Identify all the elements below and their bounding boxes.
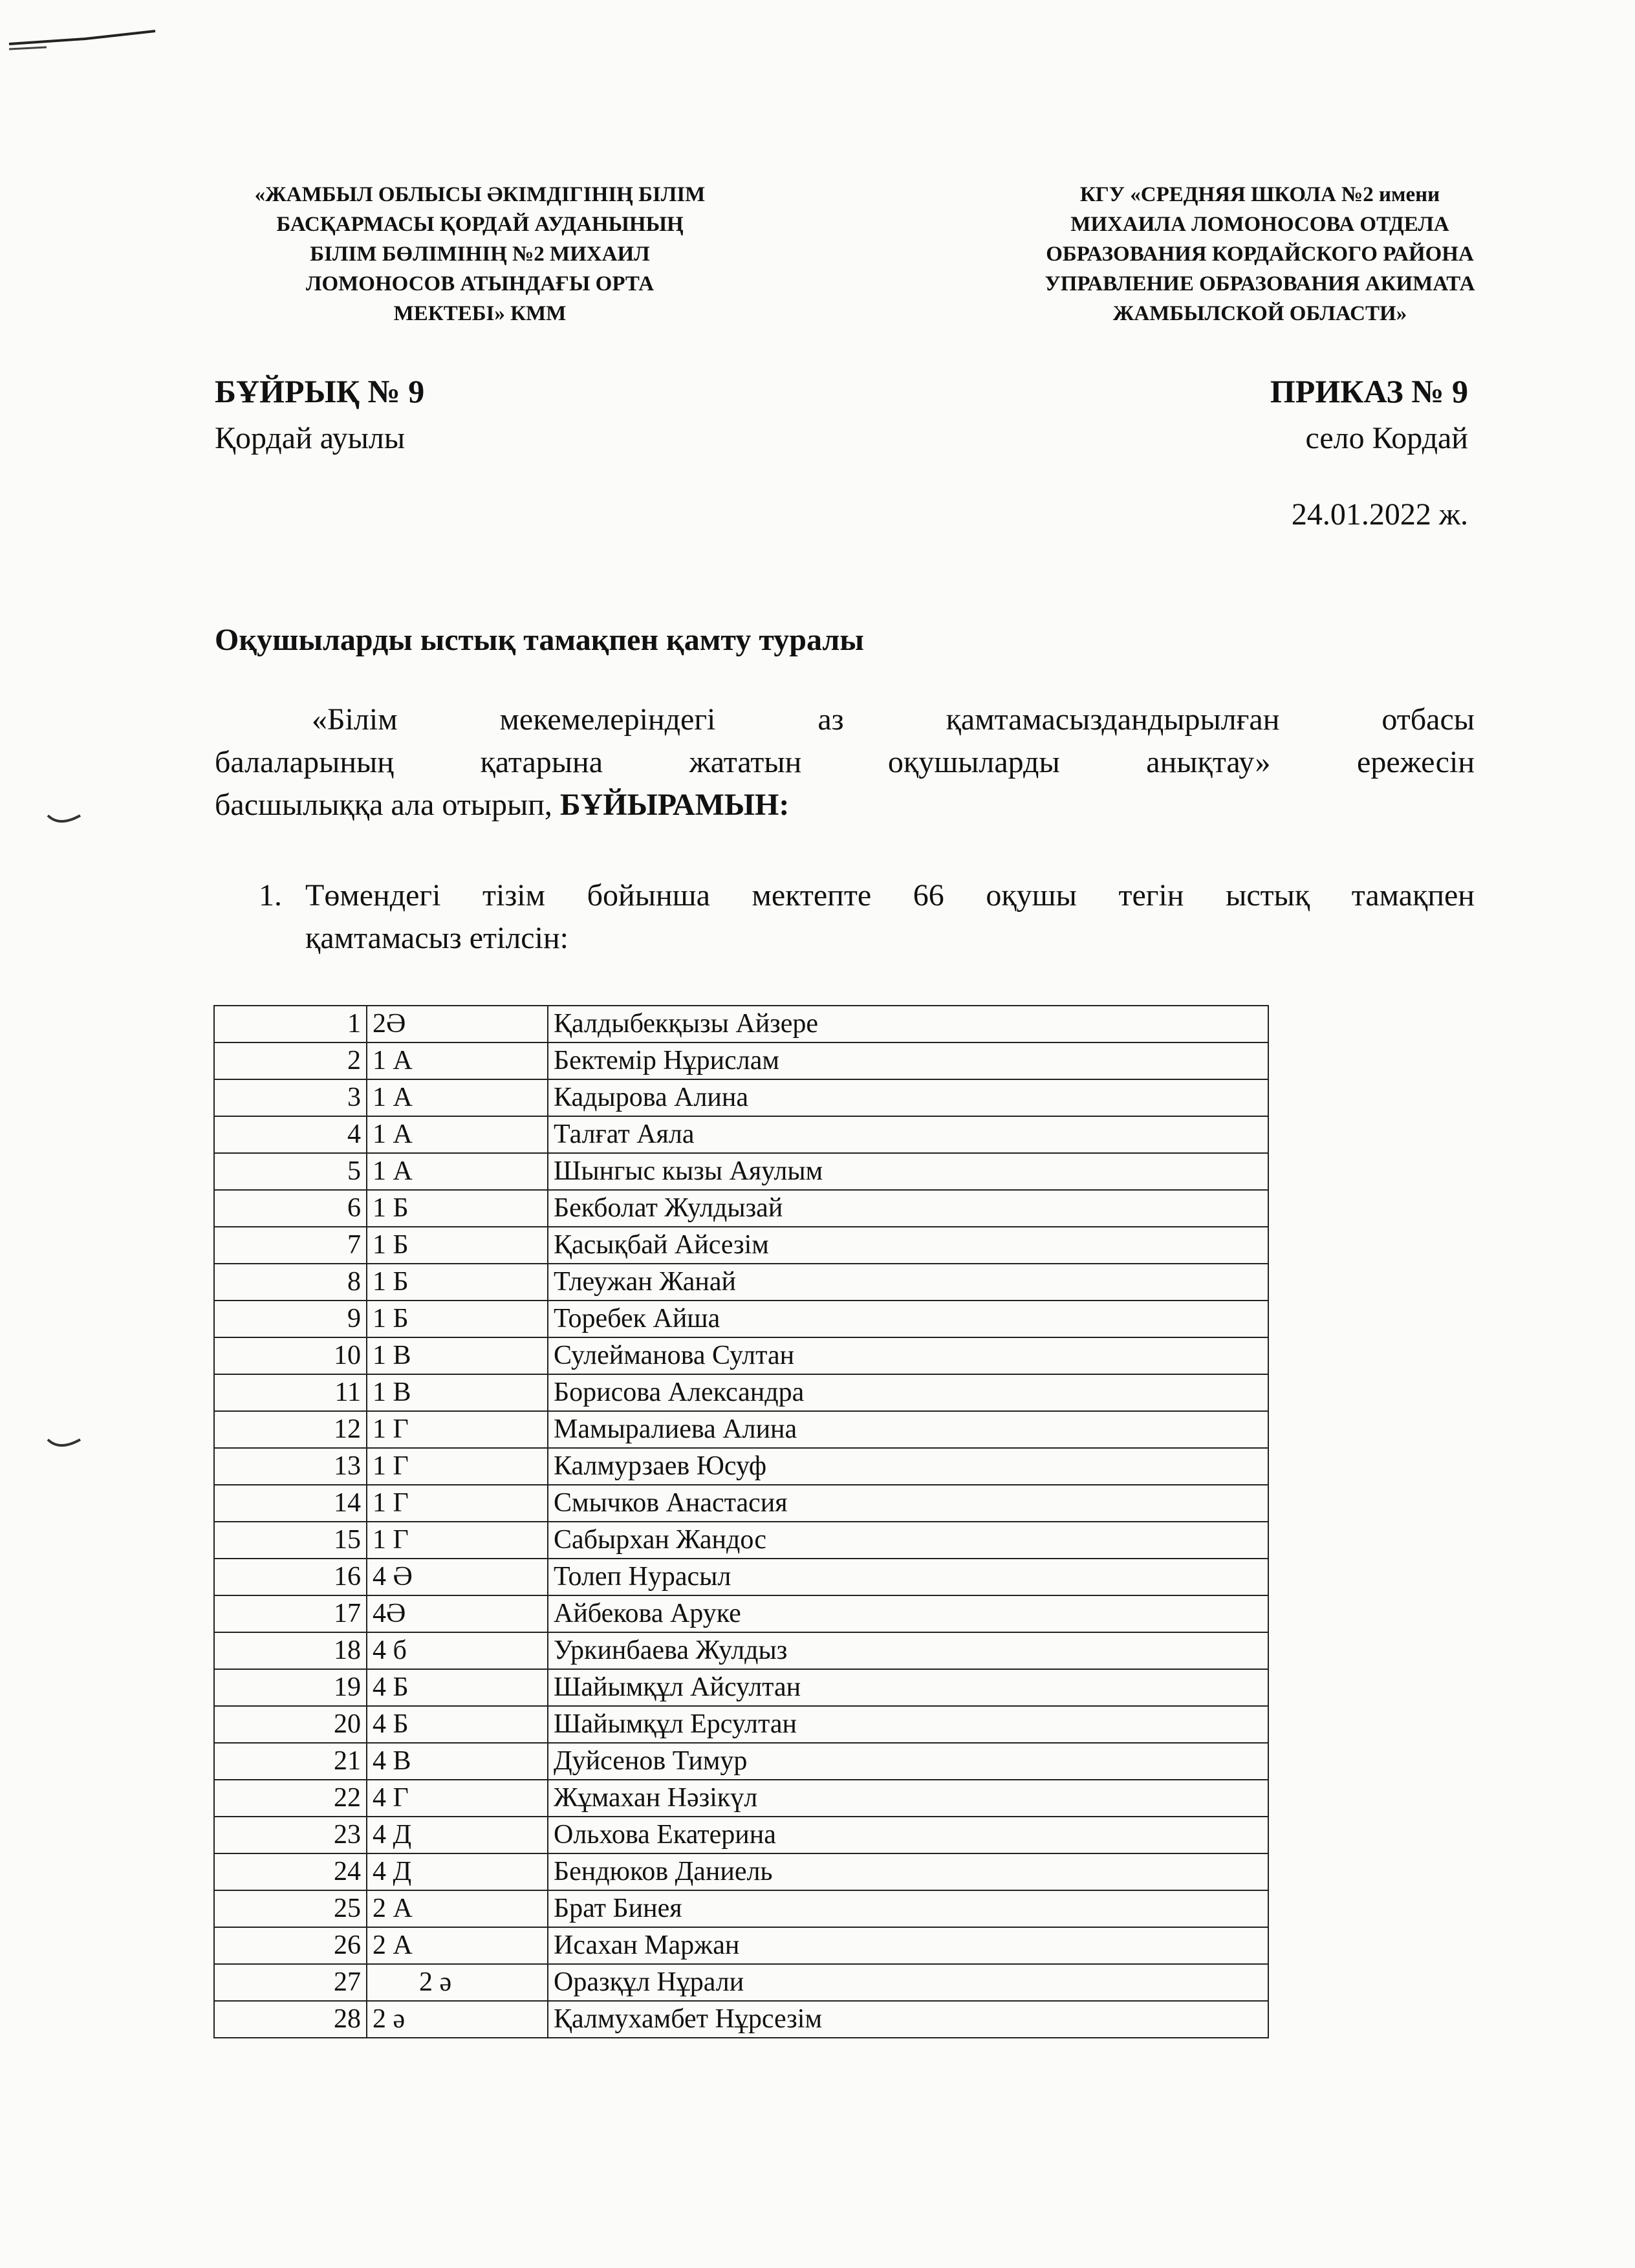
table-row (214, 1079, 1268, 1116)
row-number-cell: 6 (214, 1190, 367, 1227)
class-cell: 2 А (367, 1927, 548, 1964)
table-row (214, 1706, 1268, 1743)
student-name-cell: Ольхова Екатерина (548, 1817, 1268, 1853)
header-line: МЕКТЕБІ» КММ (393, 302, 567, 325)
row-number-cell: 26 (214, 1927, 367, 1964)
intro-line-3 (215, 784, 1475, 826)
table-row (214, 1964, 1268, 2001)
student-name-cell: Бекболат Жулдызай (548, 1190, 1268, 1227)
table-row (214, 1264, 1268, 1301)
student-name-cell: Қалдыбекқызы Айзере (548, 1006, 1268, 1042)
class-cell: 1 Б (367, 1190, 548, 1227)
order-block-kazakh (215, 370, 424, 464)
header-line: УПРАВЛЕНИЕ ОБРАЗОВАНИЯ АКИМАТА (1045, 272, 1475, 296)
table-row (214, 1522, 1268, 1559)
student-name-cell: Торебек Айша (548, 1301, 1268, 1337)
list-item-number: 1. (259, 878, 282, 913)
header-line: КГУ «СРЕДНЯЯ ШКОЛА №2 имени (1079, 183, 1440, 206)
table-row (214, 1927, 1268, 1964)
student-name-cell: Оразқұл Нұрали (548, 1964, 1268, 2001)
table-row (214, 1780, 1268, 1817)
row-number-cell: 1 (214, 1006, 367, 1042)
table-row (214, 1485, 1268, 1522)
class-cell: 1 Г (367, 1522, 548, 1559)
class-cell: 1 Б (367, 1227, 548, 1264)
row-number-cell: 5 (214, 1153, 367, 1190)
class-cell: 4 б (367, 1632, 548, 1669)
order-title-ru: ПРИКАЗ № 9 (1270, 373, 1468, 409)
table-row (214, 1042, 1268, 1079)
row-number-cell: 27 (214, 1964, 367, 2001)
student-name-cell: Исахан Маржан (548, 1927, 1268, 1964)
row-number-cell: 21 (214, 1743, 367, 1780)
row-number-cell: 12 (214, 1411, 367, 1448)
table-row (214, 1301, 1268, 1337)
table-row (214, 1890, 1268, 1927)
student-name-cell: Жұмахан Нәзікүл (548, 1780, 1268, 1817)
class-cell: 1 Г (367, 1411, 548, 1448)
intro-line-2: балаларының қатарына жататын оқушыларды анықтау» ережесін (215, 745, 1475, 779)
student-name-cell: Бендюков Даниель (548, 1853, 1268, 1890)
student-name-cell: Бектемір Нұрислам (548, 1042, 1268, 1079)
class-cell: 4 Д (367, 1853, 548, 1890)
order-subject: Оқушыларды ыстық тамақпен қамту туралы (215, 623, 864, 657)
row-number-cell: 7 (214, 1227, 367, 1264)
order-place-kz: Қордай ауылы (215, 421, 406, 455)
class-cell: 1 А (367, 1153, 548, 1190)
class-cell: 4Ә (367, 1595, 548, 1632)
table-row (214, 1227, 1268, 1264)
class-cell: 1 В (367, 1337, 548, 1374)
punch-hole-mark (45, 1436, 84, 1455)
class-cell: 2 А (367, 1890, 548, 1927)
class-cell: 4 Д (367, 1817, 548, 1853)
row-number-cell: 23 (214, 1817, 367, 1853)
order-title-kz: БҰЙРЫҚ № 9 (215, 373, 425, 409)
class-cell: 4 Б (367, 1706, 548, 1743)
student-name-cell: Смычков Анастасия (548, 1485, 1268, 1522)
row-number-cell: 24 (214, 1853, 367, 1890)
class-cell: 1 В (367, 1374, 548, 1411)
order-block-russian (1270, 370, 1468, 464)
student-name-cell: Уркинбаева Жулдыз (548, 1632, 1268, 1669)
header-line: ЛОМОНОСОВ АТЫНДАҒЫ ОРТА (305, 272, 655, 296)
row-number-cell: 28 (214, 2001, 367, 2038)
row-number-cell: 19 (214, 1669, 367, 1706)
student-name-cell: Калмурзаев Юсуф (548, 1448, 1268, 1485)
table-row (214, 1595, 1268, 1632)
row-number-cell: 14 (214, 1485, 367, 1522)
class-cell: 1 Б (367, 1264, 548, 1301)
table-row (214, 1006, 1268, 1042)
punch-hole-mark (45, 812, 84, 831)
table-row (214, 1116, 1268, 1153)
row-number-cell: 3 (214, 1079, 367, 1116)
intro-paragraph (215, 698, 1475, 826)
class-cell: 4 Ә (367, 1559, 548, 1595)
list-item-line-1: Төмендегі тізім бойынша мектепте 66 оқушы тегін ыстық тамақпен (305, 878, 1475, 913)
row-number-cell: 8 (214, 1264, 367, 1301)
row-number-cell: 2 (214, 1042, 367, 1079)
student-name-cell: Толеп Нурасыл (548, 1559, 1268, 1595)
table-row (214, 2001, 1268, 2038)
header-line: МИХАИЛА ЛОМОНОСОВА ОТДЕЛА (1070, 213, 1449, 236)
header-line: «ЖАМБЫЛ ОБЛЫСЫ ӘКІМДІГІНІҢ БІЛІМ (254, 183, 706, 206)
class-cell: 2 ә (367, 2001, 548, 2038)
row-number-cell: 15 (214, 1522, 367, 1559)
student-name-cell: Дуйсенов Тимур (548, 1743, 1268, 1780)
row-number-cell: 17 (214, 1595, 367, 1632)
intro-emphasis: БҰЙЫРАМЫН: (559, 788, 790, 822)
row-number-cell: 13 (214, 1448, 367, 1485)
class-cell: 1 Г (367, 1448, 548, 1485)
class-cell: 2Ә (367, 1006, 548, 1042)
student-name-cell: Мамыралиева Алина (548, 1411, 1268, 1448)
intro-text: басшылыққа ала отырып, (215, 788, 552, 822)
header-kazakh (189, 180, 771, 329)
row-number-cell: 18 (214, 1632, 367, 1669)
student-name-cell: Шынгыс кызы Аяулым (548, 1153, 1268, 1190)
class-cell: 1 А (367, 1116, 548, 1153)
student-name-cell: Шайымқұл Ерсултан (548, 1706, 1268, 1743)
table-row (214, 1632, 1268, 1669)
header-line: ОБРАЗОВАНИЯ КОРДАЙСКОГО РАЙОНА (1046, 243, 1474, 266)
order-date: 24.01.2022 ж. (1291, 497, 1468, 532)
row-number-cell: 20 (214, 1706, 367, 1743)
table-row (214, 1743, 1268, 1780)
intro-line-1 (215, 698, 1475, 741)
class-cell: 2 ә (367, 1964, 548, 2001)
header-line: БІЛІМ БӨЛІМІНІҢ №2 МИХАИЛ (310, 243, 650, 266)
class-cell: 4 Г (367, 1780, 548, 1817)
table-row (214, 1337, 1268, 1374)
table-row (214, 1559, 1268, 1595)
table-row (214, 1374, 1268, 1411)
header-russian (988, 180, 1532, 329)
students-table-body (214, 1006, 1268, 2038)
student-name-cell: Қасықбай Айсезім (548, 1227, 1268, 1264)
row-number-cell: 22 (214, 1780, 367, 1817)
table-row (214, 1190, 1268, 1227)
class-cell: 1 А (367, 1079, 548, 1116)
student-name-cell: Кадырова Алина (548, 1079, 1268, 1116)
row-number-cell: 25 (214, 1890, 367, 1927)
table-row (214, 1669, 1268, 1706)
student-name-cell: Шайымқұл Айсултан (548, 1669, 1268, 1706)
intro-text: «Білім мекемелеріндегі аз қамтамасыздандырылған отбасы (312, 702, 1475, 737)
class-cell: 1 Г (367, 1485, 548, 1522)
list-item-text (305, 874, 1475, 960)
table-row (214, 1411, 1268, 1448)
student-name-cell: Қалмухамбет Нұрсезім (548, 2001, 1268, 2038)
students-table (213, 1005, 1269, 2038)
table-row (214, 1817, 1268, 1853)
student-name-cell: Тлеужан Жанай (548, 1264, 1268, 1301)
class-cell: 1 А (367, 1042, 548, 1079)
student-name-cell: Брат Бинея (548, 1890, 1268, 1927)
class-cell: 4 Б (367, 1669, 548, 1706)
table-row (214, 1153, 1268, 1190)
row-number-cell: 9 (214, 1301, 367, 1337)
row-number-cell: 10 (214, 1337, 367, 1374)
list-item-1 (259, 874, 1475, 960)
row-number-cell: 11 (214, 1374, 367, 1411)
table-row (214, 1853, 1268, 1890)
scan-artifact-mark (8, 26, 157, 54)
row-number-cell: 16 (214, 1559, 367, 1595)
student-name-cell: Борисова Александра (548, 1374, 1268, 1411)
class-cell: 1 Б (367, 1301, 548, 1337)
table-row (214, 1448, 1268, 1485)
student-name-cell: Сабырхан Жандос (548, 1522, 1268, 1559)
student-name-cell: Талғат Аяла (548, 1116, 1268, 1153)
student-name-cell: Сулейманова Султан (548, 1337, 1268, 1374)
student-name-cell: Айбекова Аруке (548, 1595, 1268, 1632)
header-line: БАСҚАРМАСЫ ҚОРДАЙ АУДАНЫНЫҢ (276, 213, 684, 236)
list-item-line-2: қамтамасыз етілсін: (305, 921, 568, 955)
order-place-ru: село Кордай (1305, 421, 1468, 455)
row-number-cell: 4 (214, 1116, 367, 1153)
class-cell: 4 В (367, 1743, 548, 1780)
header-line: ЖАМБЫЛСКОЙ ОБЛАСТИ» (1112, 302, 1407, 325)
